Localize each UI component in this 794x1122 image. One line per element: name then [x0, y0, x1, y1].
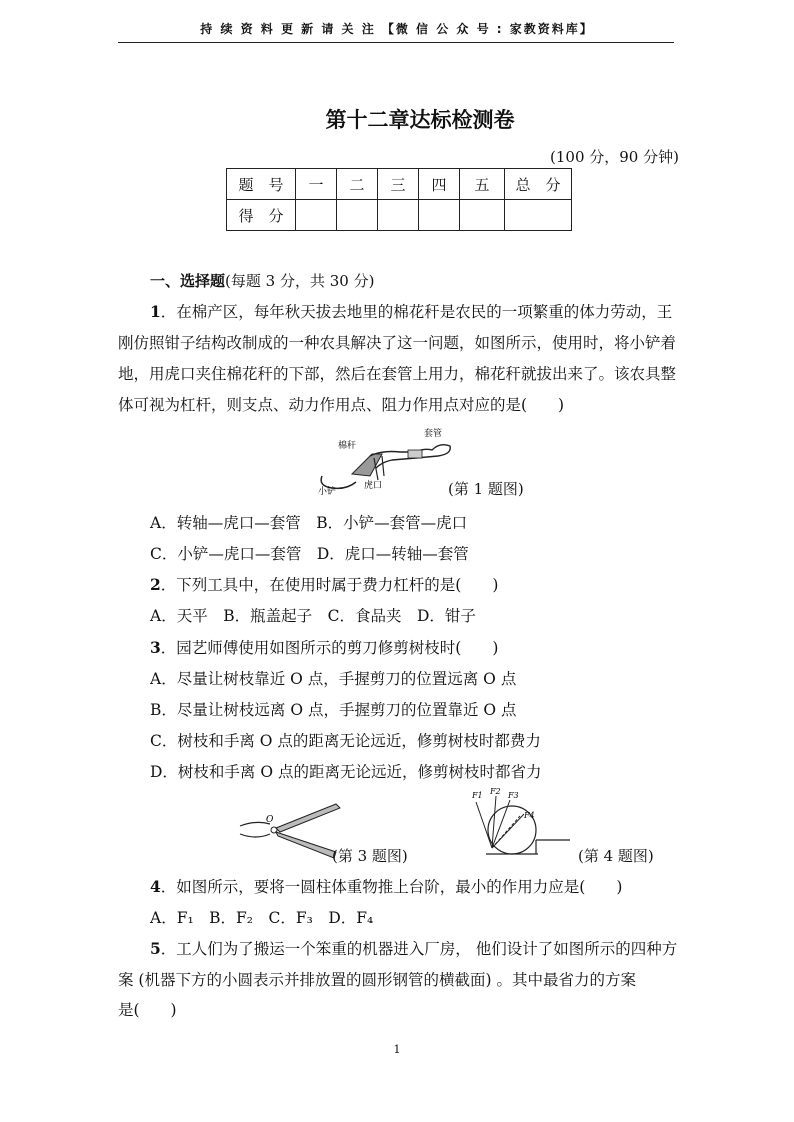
question-number: 1	[150, 302, 161, 321]
score-cell: 题 号	[227, 169, 296, 200]
option-line: A．F₁ B．F₂ C．F₃ D．F₄	[150, 909, 374, 927]
figure-caption: (第 1 题图)	[448, 480, 524, 498]
score-table	[226, 168, 572, 231]
fig-label-f1: F1	[472, 791, 483, 800]
score-cell: 得 分	[227, 200, 296, 231]
question-text: ．园艺师傅使用如图所示的剪刀修剪树枝时( )	[160, 639, 499, 657]
fig-label-o: O	[266, 815, 274, 825]
question-number: 4	[150, 877, 161, 896]
score-cell: 一	[296, 169, 337, 200]
option-line: C．树枝和手离 O 点的距离无论远近，修剪树枝时都费力	[150, 732, 541, 750]
section-label: 一、选择题	[150, 272, 226, 290]
score-input-cell[interactable]	[460, 200, 505, 231]
score-input-cell[interactable]	[419, 200, 460, 231]
score-cell: 总 分	[505, 169, 572, 200]
option-line: D．树枝和手离 O 点的距离无论远近，修剪树枝时都省力	[150, 763, 542, 781]
question-2	[150, 573, 498, 595]
score-cell: 二	[337, 169, 378, 200]
option-line: A．转轴—虎口—套管 B．小铲—套管—虎口	[150, 514, 468, 532]
question-text: ．在棉产区，每年秋天拔去地里的棉花秆是农民的一项繁重的体力劳动，王刚仿照钳子结构改制成的一种农具解决了这一问题，如图所示，使用时，将小铲着地，用虎口夹住棉花秆的下部，然后在套管上用力，棉花秆就拔出来了。该农具整体可视为杠杆，则支点、动力作用点、阻力作用点对应的是( )	[118, 303, 677, 414]
option-line: C．小铲—虎口—套管 D．虎口—转轴—套管	[150, 545, 469, 563]
score-cell: 三	[378, 169, 419, 200]
score-input-cell[interactable]	[296, 200, 337, 231]
question-text: ．下列工具中，在使用时属于费力杠杆的是( )	[160, 576, 499, 594]
page-header: 持 续 资 料 更 新 请 关 注 【微 信 公 众 号 : 家教资料库】	[200, 22, 594, 36]
question-5-end: 是( )	[118, 1001, 177, 1019]
fig-label-sleeve: 套管	[424, 429, 443, 439]
question-number: 5	[150, 939, 161, 958]
question-3	[150, 636, 498, 658]
fig-label-jaw: 虎口	[364, 481, 383, 491]
figure-caption: (第 4 题图)	[578, 847, 654, 865]
page-number: 1	[393, 1043, 401, 1056]
question-4	[150, 875, 622, 897]
option-line: A．天平 B．瓶盖起子 C．食品夹 D．钳子	[150, 607, 476, 625]
figure-q1-tool	[312, 424, 462, 496]
score-input-cell[interactable]	[337, 200, 378, 231]
fig-label-stalk: 棉秆	[338, 441, 357, 451]
question-number: 2	[150, 575, 161, 594]
question-1	[118, 296, 678, 421]
question-5	[118, 933, 678, 996]
page-title: 第十二章达标检测卷	[325, 108, 515, 132]
score-table-row-header	[227, 169, 572, 200]
score-input-cell[interactable]	[378, 200, 419, 231]
fig-label-f4: F4	[524, 811, 535, 820]
question-number: 3	[150, 638, 161, 657]
figure-q4-cylinder	[466, 786, 576, 862]
fig-label-f2: F2	[490, 787, 501, 796]
fig-label-shovel: 小铲	[318, 487, 337, 496]
exam-meta: (100 分，90 分钟)	[550, 148, 679, 166]
section-note: (每题 3 分，共 30 分)	[225, 272, 375, 290]
question-text: ．工人们为了搬运一个笨重的机器进入厂房， 他们设计了如图所示的四种方案 (机器下方的小圆表示并排放置的圆形钢管的横截面) 。其中最省力的方案	[118, 940, 678, 989]
section-heading	[150, 270, 374, 291]
figure-caption: (第 3 题图)	[332, 847, 408, 865]
question-text: ．如图所示，要将一圆柱体重物推上台阶，最小的作用力应是( )	[160, 878, 623, 896]
figure-q3-shears	[236, 800, 344, 862]
option-line: A．尽量让树枝靠近 O 点，手握剪刀的位置远离 O 点	[150, 670, 517, 688]
option-line: B．尽量让树枝远离 O 点，手握剪刀的位置靠近 O 点	[150, 701, 517, 719]
score-cell: 五	[460, 169, 505, 200]
score-table-row-scores	[227, 200, 572, 231]
fig-label-f3: F3	[508, 791, 519, 800]
score-cell: 四	[419, 169, 460, 200]
score-input-cell[interactable]	[505, 200, 572, 231]
header-rule	[118, 42, 674, 43]
